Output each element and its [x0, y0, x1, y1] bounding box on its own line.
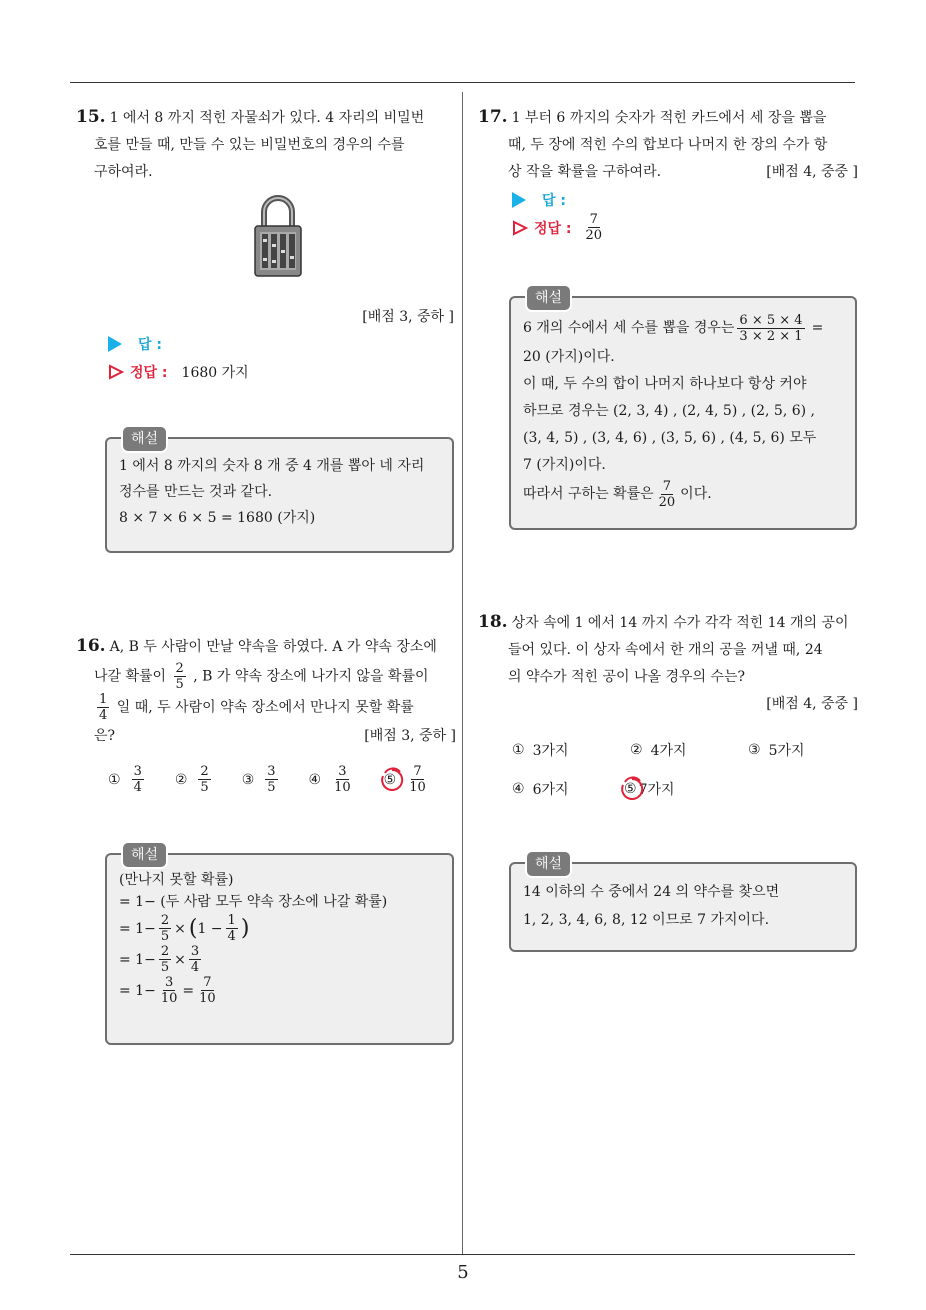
explanation-line: 1, 2, 3, 4, 6, 8, 12 이므로 7 가지이다.: [523, 912, 770, 928]
question-text-line: 호를 만들 때, 만들 수 있는 비밀번호의 경우의 수를: [94, 137, 405, 153]
choice-1[interactable]: ① 3가지: [512, 742, 569, 759]
question-text-line: 상 작을 확률을 구하여라.: [508, 164, 662, 180]
question-number: 17.: [478, 107, 508, 127]
question-text-line: 1 부터 6 까지의 숫자가 적힌 카드에서 세 장을 뽑을: [511, 110, 827, 126]
answer-label: 답 :: [138, 337, 162, 353]
explanation-line: = 1− $\frac{2}{5}$ × ( 1 − $\frac{1}{4}$ ): [119, 913, 250, 944]
explanation-tag: 해설: [121, 425, 168, 453]
explanation-box: [509, 290, 857, 530]
choices-q18-row1: [512, 740, 838, 760]
question-text-line: 때, 두 장에 적힌 수의 합보다 나머지 한 장의 수가 항: [508, 137, 828, 153]
question-17: [478, 104, 858, 186]
explanation-line: 따라서 구하는 확률은 $\frac{7}{20}$ 이다.: [523, 479, 712, 510]
explanation-line: 1 에서 8 까지의 숫자 8 개 중 4 개를 뽑아 네 자리: [119, 458, 425, 474]
choice-1[interactable]: ① $\frac{3}{4}$: [108, 764, 142, 795]
explanation-line: 6 개의 수에서 세 수를 뽑을 경우는 $\frac{6 \times 5 \times 4}{3 \times 2 \times 1}$ =: [523, 312, 824, 344]
explanation-box: [105, 847, 454, 1045]
choice-4[interactable]: ④ 6가지: [512, 781, 569, 798]
choice-2[interactable]: ② $\frac{2}{5}$: [174, 764, 209, 795]
fraction: $\frac{2}{5}$: [175, 661, 184, 692]
question-text: 일 때, 두 사람이 약속 장소에서 만나지 못할 확률: [116, 699, 414, 716]
outline-triangle-icon: [512, 220, 528, 236]
question-text-line: A, B 두 사람이 만날 약속을 하였다. A 가 약속 장소에: [109, 639, 437, 655]
question-15: [76, 104, 456, 186]
answer-row: [108, 334, 162, 354]
correct-label: 정답 :: [534, 220, 572, 237]
page-number: 5: [457, 1262, 469, 1283]
explanation-line: 하므로 경우는 (2, 3, 4) , (2, 4, 5) , (2, 5, 6) ,: [523, 403, 815, 419]
choice-4[interactable]: ④ $\frac{3}{10}$: [308, 764, 351, 795]
choices-q16: [108, 764, 431, 795]
explanation-line: 정수를 만드는 것과 같다.: [119, 484, 273, 500]
question-text: , B 가 약속 장소에 나가지 않을 확률이: [193, 668, 429, 685]
correct-value: $\frac{7}{20}$: [585, 212, 603, 243]
score-meta: [배점 4, 중중 ]: [766, 696, 858, 712]
correct-answer-row: [108, 362, 249, 382]
score-meta: [배점 3, 중하 ]: [362, 309, 454, 325]
question-number: 16.: [76, 636, 106, 656]
question-text-line: 의 약수가 적힌 공이 나올 경우의 수는?: [508, 669, 746, 685]
question-text-line: 구하여라.: [94, 164, 153, 180]
correct-answer-row: [512, 212, 607, 243]
question-text-line: 상자 속에 1 에서 14 까지 수가 각각 적힌 14 개의 공이: [511, 615, 849, 631]
choice-2[interactable]: ② 4가지: [630, 742, 687, 759]
question-number: 15.: [76, 107, 106, 127]
choice-3[interactable]: ③ $\frac{3}{5}$: [241, 764, 276, 795]
explanation-line: = 1− (두 사람 모두 약속 장소에 나갈 확률): [119, 894, 388, 910]
choice-3[interactable]: ③ 5가지: [748, 742, 805, 759]
explanation-line: = 1− $\frac{3}{10}$ = $\frac{7}{10}$: [119, 975, 216, 1006]
choices-q18-row2: [512, 779, 703, 799]
explanation-line: 이 때, 두 수의 합이 나머지 하나보다 항상 커야: [523, 376, 807, 392]
choice-5[interactable]: ⑤ $\frac{7}{10}$: [384, 764, 431, 795]
answer-label: 답 :: [542, 193, 566, 209]
bottom-rule: [70, 1254, 855, 1255]
question-text-line: 들어 있다. 이 상자 속에서 한 개의 공을 꺼낼 때, 24: [508, 642, 823, 658]
explanation-line: 14 이하의 수 중에서 24 의 약수를 찾으면: [523, 884, 780, 900]
question-16: [76, 633, 456, 750]
explanation-box: [105, 431, 454, 553]
question-18: [478, 609, 858, 718]
play-triangle-icon: [108, 336, 122, 352]
explanation-tag: 해설: [525, 284, 572, 312]
correct-value: 1680 가지: [181, 365, 249, 381]
explanation-line: = 1− $\frac{2}{5}$ × $\frac{3}{4}$: [119, 944, 200, 975]
question-text: 나갈 확률이: [94, 668, 167, 685]
selected-circle-icon: [619, 776, 645, 802]
explanation-line: 7 (가지)이다.: [523, 457, 606, 473]
score-meta: [배점 3, 중하 ]: [364, 728, 456, 744]
answer-row: [512, 190, 566, 210]
fraction: $\frac{1}{4}$: [99, 692, 108, 723]
score-meta: [배점 4, 중중 ]: [766, 164, 858, 180]
choice-5[interactable]: ⑤ 7가지: [624, 779, 675, 799]
explanation-box: [509, 856, 857, 952]
explanation-line: 20 (가지)이다.: [523, 349, 615, 365]
top-rule: [70, 82, 855, 83]
explanation-line: (3, 4, 5) , (3, 4, 6) , (3, 5, 6) , (4, 5, 6) 모두: [523, 430, 817, 446]
column-divider: [462, 92, 463, 1254]
explanation-tag: 해설: [121, 841, 168, 869]
outline-triangle-icon: [108, 364, 124, 380]
correct-label: 정답 :: [130, 365, 168, 381]
selected-circle-icon: [379, 767, 405, 793]
padlock-image-icon: [252, 192, 304, 280]
explanation-line: 8 × 7 × 6 × 5 = 1680 (가지): [119, 510, 316, 526]
question-text-line: 1 에서 8 까지 적힌 자물쇠가 있다. 4 자리의 비밀번: [109, 110, 425, 126]
question-text: 은?: [94, 728, 116, 744]
explanation-tag: 해설: [525, 850, 572, 878]
play-triangle-icon: [512, 192, 526, 208]
explanation-line: (만나지 못할 확률): [119, 872, 234, 888]
question-number: 18.: [478, 612, 508, 632]
